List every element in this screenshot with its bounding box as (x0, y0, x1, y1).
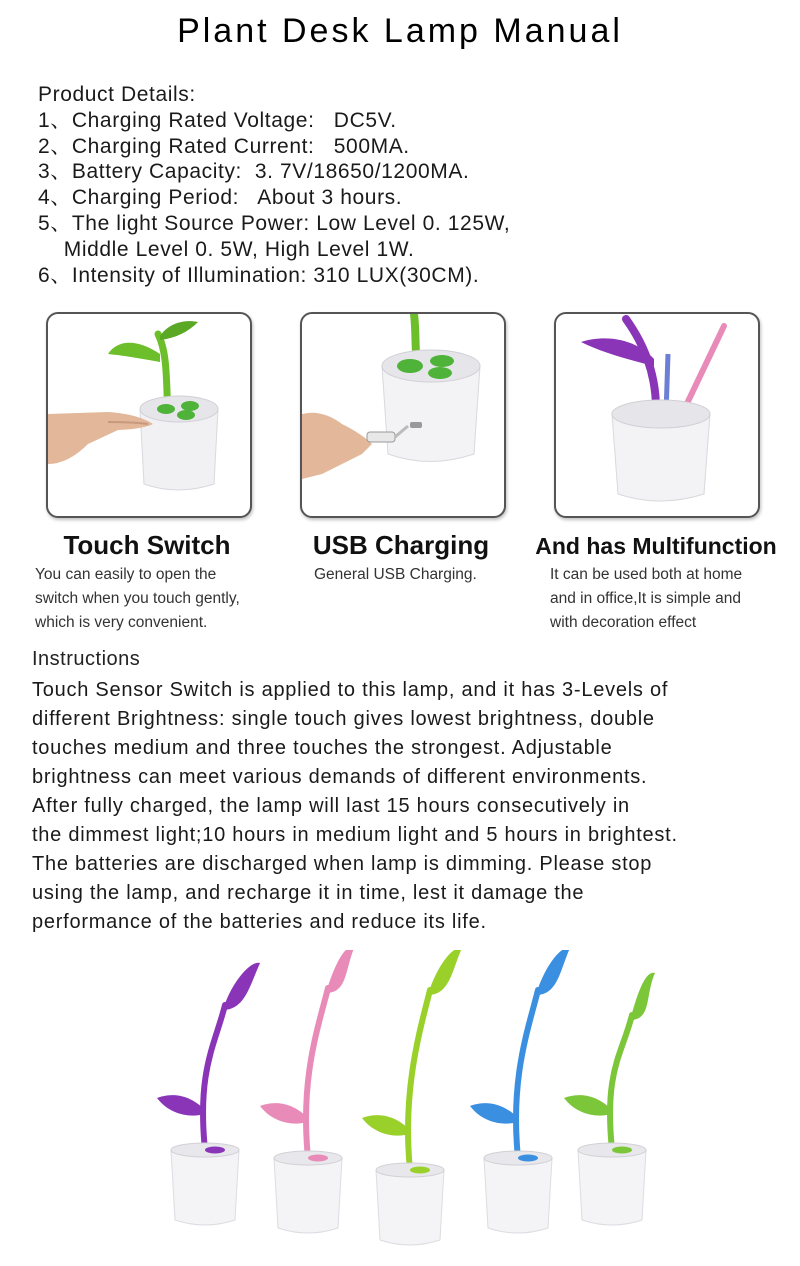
instruction-line: touches medium and three touches the strongest. Adjustable (32, 737, 613, 759)
product-details (38, 82, 510, 288)
detail-line: 6、Intensity of Illumination: 310 LUX(30CM). (38, 263, 480, 287)
instruction-line: The batteries are discharged when lamp is dimming. Please stop (32, 853, 653, 875)
feature-desc-multifunction (550, 563, 742, 635)
detail-line: 5、The light Source Power: Low Level 0. 125W, (38, 211, 511, 235)
instructions-text (32, 676, 800, 937)
detail-line: 2、Charging Rated Current: 500MA. (38, 134, 410, 158)
instruction-line: Touch Sensor Switch is applied to this lamp, and it has 3-Levels of (32, 679, 669, 701)
feature-title-multifunction: And has Multifunction (535, 533, 777, 559)
desc-line: switch when you touch gently, (35, 590, 240, 607)
desc-line: It can be used both at home (550, 566, 743, 583)
lamp-4 (470, 950, 570, 1233)
touch-switch-image (46, 312, 252, 518)
lamp-2 (260, 950, 355, 1233)
lamp-5 (564, 973, 655, 1225)
instruction-line: the dimmest light;10 hours in medium light and 5 hours in brightest. (32, 824, 678, 846)
instruction-line: After fully charged, the lamp will last 15 hours consecutively in (32, 795, 630, 817)
instructions-heading: Instructions (32, 648, 141, 670)
desc-line: You can easily to open the (35, 566, 217, 583)
instruction-line: different Brightness: single touch gives lowest brightness, double (32, 708, 655, 730)
desc-line: with decoration effect (550, 614, 697, 631)
detail-line: 3、Battery Capacity: 3. 7V/18650/1200MA. (38, 160, 470, 184)
feature-title-touch-switch: Touch Switch (63, 530, 231, 560)
lamp-color-lineup (0, 950, 800, 1261)
lamp-3 (362, 950, 462, 1245)
feature-title-usb-charging: USB Charging (312, 530, 490, 560)
detail-line: Middle Level 0. 5W, High Level 1W. (38, 237, 415, 261)
feature-desc-usb-charging (314, 563, 477, 587)
instruction-line: using the lamp, and recharge it in time, lest it damage the (32, 882, 585, 904)
detail-line: 4、Charging Period: About 3 hours. (38, 186, 403, 210)
usb-charging-image (300, 312, 506, 518)
instruction-line: performance of the batteries and reduce its life. (32, 911, 487, 933)
details-heading: Product Details: (38, 83, 196, 106)
desc-line: which is very convenient. (35, 614, 208, 631)
desc-line: and in office,It is simple and (550, 590, 741, 607)
multifunction-image (554, 312, 760, 518)
lamp-1 (157, 963, 260, 1225)
desc-line: General USB Charging. (314, 566, 477, 583)
instruction-line: brightness can meet various demands of different environments. (32, 766, 648, 788)
feature-desc-touch-switch (35, 563, 240, 635)
detail-line: 1、Charging Rated Voltage: DC5V. (38, 108, 397, 132)
page-title: Plant Desk Lamp Manual (177, 12, 623, 50)
